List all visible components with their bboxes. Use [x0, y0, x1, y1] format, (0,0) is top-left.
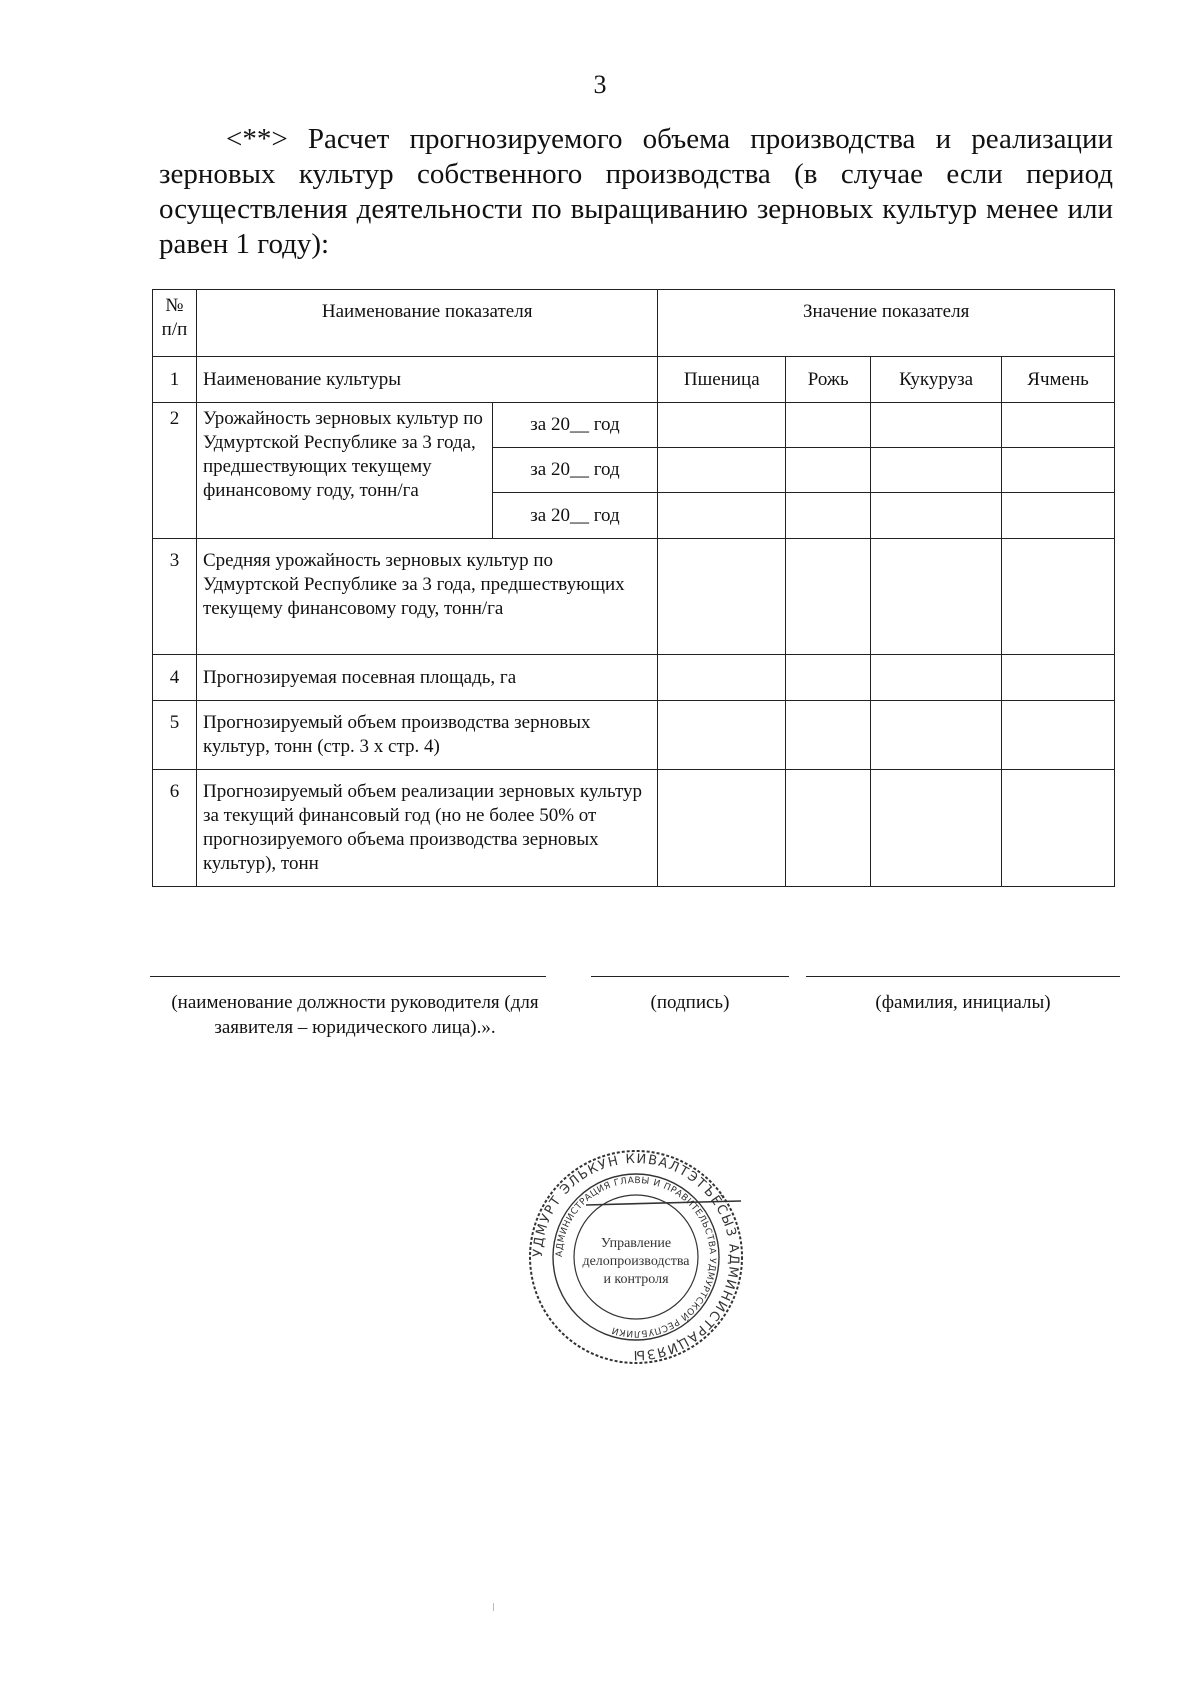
- value-cell: [871, 539, 1002, 655]
- row-label: Прогнозируемая посевная площадь, га: [196, 655, 657, 701]
- page-number: 3: [593, 70, 607, 99]
- name-signature-line: [806, 976, 1120, 977]
- row-label: Урожайность зерновых культур по Удмуртской Республике за 3 года, предшествующих текущему финансовому году, тонн/га: [196, 403, 492, 539]
- value-cell: [786, 701, 871, 770]
- stamp-inner-text: АДМИНИСТРАЦИЯ ГЛАВЫ И ПРАВИТЕЛЬСТВА УДМУРТСКОЙ РЕСПУБЛИКИ: [554, 1175, 718, 1339]
- year-cell: за 20__ год: [492, 448, 658, 493]
- value-cell: [1002, 770, 1115, 887]
- value-cell: [871, 701, 1002, 770]
- crop-rye: Рожь: [786, 357, 871, 403]
- indicators-table: [152, 289, 1115, 887]
- value-cell: [786, 403, 871, 448]
- intro-paragraph: <**> Расчет прогнозируемого объема производства и реализации зерновых культур собственного производства (в случае если период осуществления деятельности по выращиванию зерновых культур менее или равен 1 году):: [159, 123, 1113, 260]
- value-cell: [658, 493, 786, 539]
- crop-wheat: Пшеница: [658, 357, 786, 403]
- value-cell: [658, 448, 786, 493]
- value-cell: [786, 770, 871, 887]
- value-cell: [786, 655, 871, 701]
- year-cell: за 20__ год: [492, 493, 658, 539]
- row-number: 1: [153, 357, 197, 403]
- row-number: 3: [153, 539, 197, 655]
- table-row: [153, 357, 1115, 403]
- value-cell: [786, 539, 871, 655]
- crop-corn: Кукуруза: [871, 357, 1002, 403]
- row-number: 4: [153, 655, 197, 701]
- header-name: Наименование показателя: [196, 290, 657, 357]
- stamp-center-line-2: делопроизводства: [582, 1254, 690, 1269]
- year-cell: за 20__ год: [492, 403, 658, 448]
- value-cell: [1002, 493, 1115, 539]
- value-cell: [871, 448, 1002, 493]
- value-cell: [871, 493, 1002, 539]
- crop-barley: Ячмень: [1002, 357, 1115, 403]
- stamp-center-line-1: Управление: [600, 1236, 672, 1251]
- value-cell: [1002, 448, 1115, 493]
- signature-line: [591, 976, 789, 977]
- scan-artifact: [493, 1603, 494, 1611]
- row-label: Прогнозируемый объем реализации зерновых культур за текущий финансовый год (но не более 50% от прогнозируемого объема производства зерновых культур), тонн: [196, 770, 657, 887]
- position-signature-line: [150, 976, 546, 977]
- value-cell: [871, 770, 1002, 887]
- table-row: [153, 770, 1115, 887]
- stamp-outer-text: УДМУРТ ЭЛЬКУН КИВАЛТЭТЪЁСЫЗ АДМИНИСТРАЦИЯЗЫ: [530, 1151, 742, 1363]
- row-label: Средняя урожайность зерновых культур по Удмуртской Республике за 3 года, предшествующих текущему финансовому году, тонн/га: [196, 539, 657, 655]
- value-cell: [1002, 701, 1115, 770]
- official-stamp: [526, 1147, 746, 1367]
- row-label: Наименование культуры: [196, 357, 657, 403]
- header-num: № п/п: [153, 290, 197, 357]
- position-caption: (наименование должности руководителя (для заявителя – юридического лица).».: [171, 992, 539, 1038]
- table-row: [153, 655, 1115, 701]
- value-cell: [871, 655, 1002, 701]
- value-cell: [658, 655, 786, 701]
- value-cell: [658, 770, 786, 887]
- stamp-center-line-3: и контроля: [603, 1272, 669, 1287]
- table-row: [153, 403, 1115, 448]
- value-cell: [658, 403, 786, 448]
- value-cell: [658, 539, 786, 655]
- name-caption: (фамилия, инициалы): [875, 992, 1051, 1013]
- header-value: Значение показателя: [658, 290, 1115, 357]
- table-row: [153, 539, 1115, 655]
- signature-caption: (подпись): [650, 992, 730, 1013]
- value-cell: [1002, 655, 1115, 701]
- row-label: Прогнозируемый объем производства зерновых культур, тонн (стр. 3 х стр. 4): [196, 701, 657, 770]
- value-cell: [786, 448, 871, 493]
- row-number: 5: [153, 701, 197, 770]
- value-cell: [871, 403, 1002, 448]
- table-row: [153, 701, 1115, 770]
- value-cell: [1002, 539, 1115, 655]
- value-cell: [1002, 403, 1115, 448]
- row-number: 2: [153, 403, 197, 539]
- row-number: 6: [153, 770, 197, 887]
- value-cell: [658, 701, 786, 770]
- value-cell: [786, 493, 871, 539]
- table-header-row: [153, 290, 1115, 357]
